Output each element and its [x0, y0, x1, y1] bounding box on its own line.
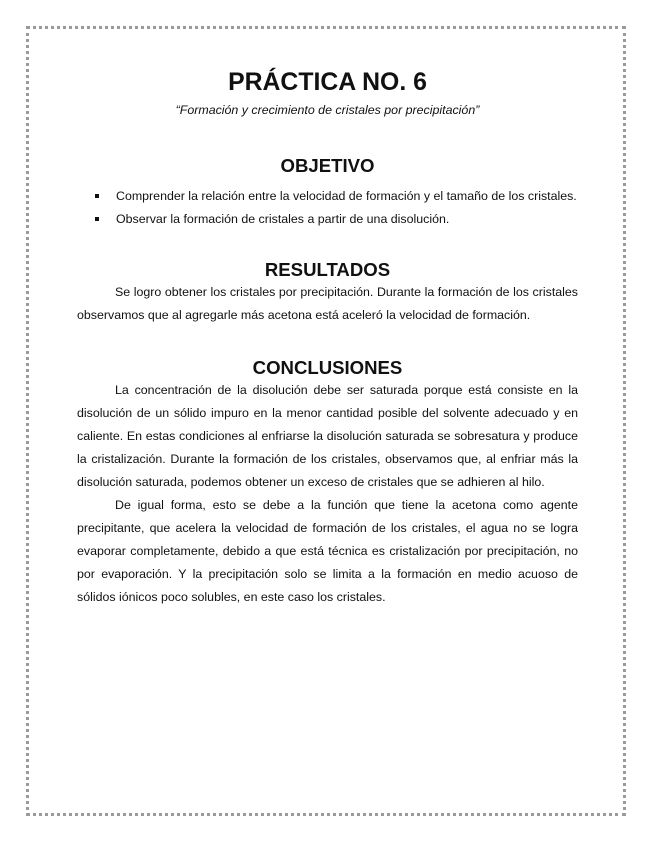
conclusiones-paragraph-2: De igual forma, esto se debe a la función que tiene la acetona como agente precipitante, que acelera la velocidad de formación de los cristales, el agua no se logra evaporar completamente, debido a que está técnica es cristalización por precipitación, no por evaporación. Y la precipitación solo se limita a la formación en medio acuoso de sólidos iónicos poco solubles, en este caso los cristales.: [77, 498, 578, 604]
objectives-list: [77, 185, 578, 231]
document-title: PRÁCTICA NO. 6: [228, 69, 427, 96]
document-page: [77, 71, 578, 609]
square-bullet-icon: [95, 194, 99, 198]
resultados-heading: RESULTADOS: [264, 259, 391, 280]
conclusiones-paragraph-1: La concentración de la disolución debe ser saturada porque está consiste en la disolución de un sólido impuro en la menor cantidad posible del solvente adecuado y en caliente. En estas condiciones al enfriarse la disolución saturada se sobresatura y produce la cristalización. Durante la formación de los cristales, observamos que, al enfriar más la disolución saturada, podemos obtener un exceso de cristales que se adhieren al hilo.: [77, 383, 578, 489]
list-item: [77, 208, 578, 231]
resultados-paragraph: Se logro obtener los cristales por precipitación. Durante la formación de los cristales observamos que al agregarle más acetona está aceleró la velocidad de formación.: [77, 285, 578, 322]
objective-text: Observar la formación de cristales a partir de una disolución.: [116, 212, 450, 226]
objective-text: Comprender la relación entre la velocidad de formación y el tamaño de los cristales.: [116, 189, 577, 203]
square-bullet-icon: [95, 217, 99, 221]
section-objetivo: [77, 154, 578, 231]
list-item: [77, 185, 578, 208]
section-conclusiones: [77, 356, 578, 609]
section-resultados: [77, 258, 578, 327]
objetivo-heading: OBJETIVO: [280, 155, 375, 176]
conclusiones-heading: CONCLUSIONES: [252, 357, 403, 378]
document-subtitle: “Formación y crecimiento de cristales por precipitación”: [175, 103, 480, 117]
